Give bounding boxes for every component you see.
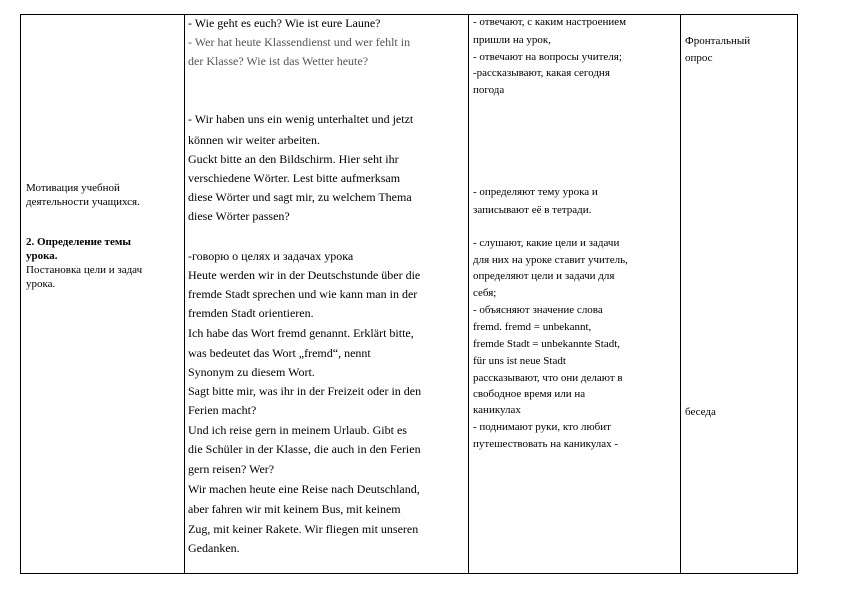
student-line: пришли на урок,: [473, 34, 551, 46]
student-line: - слушают, какие цели и задачи: [473, 237, 620, 249]
teacher-line: können wir weiter arbeiten.: [188, 133, 320, 147]
teacher-line: - Wie geht es euch? Wie ist eure Laune?: [188, 16, 381, 30]
teacher-line: fremde Stadt sprechen und wie kann man in der: [188, 287, 418, 301]
student-line: - отвечают на вопросы учителя;: [473, 51, 622, 63]
teacher-line: gern reisen? Wer?: [188, 462, 275, 476]
teacher-line: der Klasse? Wie ist das Wetter heute?: [188, 54, 369, 68]
teacher-line: Ferien macht?: [188, 403, 257, 417]
teacher-line: Ich habe das Wort fremd genannt. Erklärt bitte,: [188, 326, 414, 340]
student-line: - поднимают руки, кто любит: [473, 421, 611, 433]
student-line: - определяют тему урока и: [473, 186, 598, 198]
teacher-line: die Schüler in der Klasse, die auch in den Ferien: [188, 442, 421, 456]
column-divider-2: [468, 14, 469, 574]
student-line: fremd. fremd = unbekannt,: [473, 321, 592, 333]
student-line: fremde Stadt = unbekannte Stadt,: [473, 338, 621, 350]
stage-heading: урока.: [26, 250, 58, 262]
teacher-line: aber fahren wir mit keinem Bus, mit keinem: [188, 502, 401, 516]
teacher-line: Zug, mit keiner Rakete. Wir fliegen mit unseren: [188, 522, 419, 536]
student-line: каникулах: [473, 404, 521, 416]
student-line: -рассказывают, какая сегодня: [473, 67, 610, 79]
teacher-line: Gedanken.: [188, 541, 240, 555]
student-line: себя;: [473, 287, 497, 299]
teacher-line: - Wir haben uns ein wenig unterhaltet und jetzt: [188, 112, 414, 126]
work-form-line: беседа: [685, 406, 716, 418]
lesson-plan-table: [20, 14, 798, 574]
teacher-line: Wir machen heute eine Reise nach Deutschland,: [188, 482, 420, 496]
student-line: записывают её в тетради.: [473, 204, 592, 216]
student-line: путешествовать на каникулах -: [473, 438, 619, 450]
table-border-bottom: [20, 573, 798, 574]
teacher-line: diese Wörter und sagt mir, zu welchem Thema: [188, 190, 412, 204]
teacher-line: Heute werden wir in der Deutschstunde über die: [188, 268, 421, 282]
teacher-line: Synonym zu diesem Wort.: [188, 365, 315, 379]
teacher-line: Und ich reise gern in meinem Urlaub. Gibt es: [188, 423, 407, 437]
column-divider-1: [184, 14, 185, 574]
teacher-line: verschiedene Wörter. Lest bitte aufmerksam: [188, 171, 401, 185]
teacher-line: Sagt bitte mir, was ihr in der Freizeit oder in den: [188, 384, 422, 398]
stage-line: Мотивация учебной: [26, 182, 120, 194]
student-line: - объясняют значение слова: [473, 304, 603, 316]
stage-line: деятельности учащихся.: [26, 196, 140, 208]
student-line: погода: [473, 84, 505, 96]
stage-line: Постановка цели и задач: [26, 264, 143, 276]
stage-heading: 2. Определение темы: [26, 236, 131, 248]
teacher-line: Guckt bitte an den Bildschirm. Hier seht ihr: [188, 152, 399, 166]
teacher-line: was bedeutet das Wort „fremd“, nennt: [188, 346, 371, 360]
work-form-line: опрос: [685, 52, 713, 64]
column-divider-3: [680, 14, 681, 574]
teacher-line: - Wer hat heute Klassendienst und wer fehlt in: [188, 35, 411, 49]
student-line: для них на уроке ставит учитель,: [473, 254, 628, 266]
teacher-line: fremden Stadt orientieren.: [188, 306, 314, 320]
stage-line: урока.: [26, 278, 56, 290]
table-border-right: [797, 14, 798, 574]
work-form-line: Фронтальный: [685, 35, 751, 47]
teacher-line: -говорю о целях и задачах урока: [188, 249, 354, 263]
student-line: für uns ist neue Stadt: [473, 355, 566, 367]
table-border-top: [20, 14, 798, 15]
table-border-left: [20, 14, 21, 574]
student-line: свободное время или на: [473, 388, 586, 400]
teacher-line: diese Wörter passen?: [188, 209, 290, 223]
student-line: - отвечают, с каким настроением: [473, 16, 627, 28]
student-line: определяют цели и задачи для: [473, 270, 615, 282]
student-line: рассказывают, что они делают в: [473, 372, 623, 384]
